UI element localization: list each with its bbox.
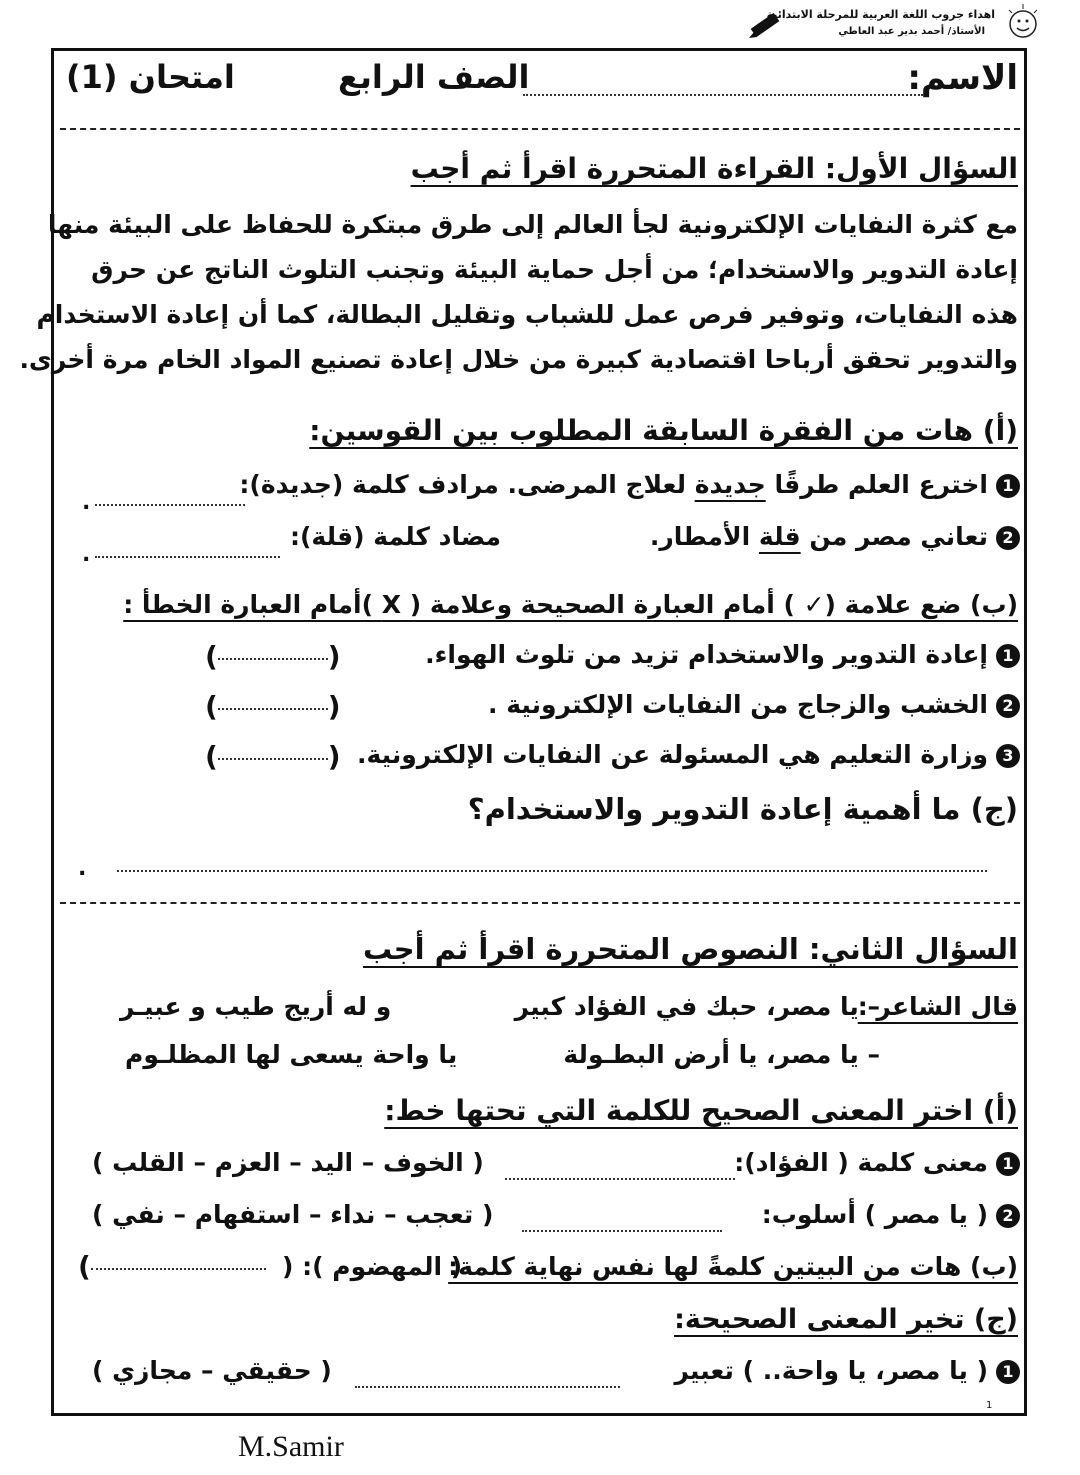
exam-label: امتحان (1) bbox=[66, 58, 235, 96]
divider-1 bbox=[60, 128, 1020, 130]
bullet-number: 1 bbox=[996, 1152, 1020, 1176]
dedication-line-1: اهداء جروب اللغة العربية للمرحلة الابتدائية bbox=[766, 8, 995, 21]
q2-a2-answer-field[interactable] bbox=[522, 1220, 722, 1239]
q2-a1-choices: ( الخوف – اليد – العزم – القلب ) bbox=[92, 1148, 484, 1177]
q1-b-item: 1إعادة التدوير والاستخدام تزيد من تلوث الهواء. bbox=[425, 640, 1020, 669]
q1-passage bbox=[19, 202, 1018, 382]
q1-a2-answer-field[interactable]: . bbox=[82, 542, 280, 567]
q1-a1-answer-field[interactable]: . bbox=[82, 490, 245, 515]
footer-signature: M.Samir bbox=[238, 1430, 344, 1463]
q2-title: السؤال الثاني: النصوص المتحررة اقرأ ثم أجب bbox=[363, 932, 1018, 966]
q2-a1-answer-field[interactable] bbox=[505, 1168, 735, 1187]
q1-b-item: 3وزارة التعليم هي المسئولة عن النفايات الإلكترونية. bbox=[357, 740, 1020, 769]
poet-label: قال الشاعر : bbox=[857, 992, 1018, 1021]
bullet-number: 1 bbox=[996, 1360, 1020, 1384]
q1-a1: 1اخترع العلم طرقًا جديدة لعلاج المرضى. مرادف كلمة (جديدة): bbox=[239, 470, 1020, 499]
passage-line: مع كثرة النفايات الإلكترونية لجأ العالم إلى طرق مبتكرة للحفاظ على البيئة منها bbox=[47, 210, 1018, 239]
q2-a2: 2( يا مصر ) أسلوب: bbox=[762, 1200, 1020, 1229]
q1-b-answer-field[interactable]: ( ) bbox=[205, 640, 341, 673]
q1-b-answer-field[interactable]: ( ) bbox=[205, 740, 341, 773]
page-number: 1 bbox=[986, 1400, 993, 1411]
q2-c1-answer-field[interactable] bbox=[355, 1376, 620, 1395]
q2-c1: 1( يا مصر، يا واحة.. ) تعبير bbox=[674, 1356, 1020, 1385]
q2-c1-choices: ( حقيقي – مجازي ) bbox=[92, 1356, 332, 1385]
verse-1-first-half: – يا مصر، حبك في الفؤاد كبير bbox=[514, 992, 880, 1021]
q1-b-item: 2الخشب والزجاج من النفايات الإلكترونية . bbox=[488, 690, 1020, 719]
header-logo bbox=[745, 2, 1045, 46]
q1-b-answer-field[interactable]: ( ) bbox=[205, 690, 341, 723]
verse-2-first-half: – يا مصر، يا أرض البطـولة bbox=[563, 1040, 880, 1069]
q2-a1: 1معنى كلمة ( الفؤاد): bbox=[734, 1148, 1020, 1177]
passage-line: والتدوير تحقق أرباحا اقتصادية كبيرة من خلال إعادة تصنيع المواد الخام مرة أخرى. bbox=[19, 345, 1018, 374]
dedication-line-2: الأستاذ/ أحمد بدير عبد العاطي bbox=[838, 26, 985, 37]
q2-a2-choices: ( تعجب – نداء – استفهام – نفي ) bbox=[92, 1200, 494, 1229]
verse-1-second-half: و له أريج طيب و عبيـر bbox=[120, 992, 392, 1021]
q2-a-title: (أ) اختر المعنى الصحيح للكلمة التي تحتها خط: bbox=[384, 1094, 1018, 1127]
q2-b-word: ( المهضوم ): ( bbox=[282, 1252, 463, 1281]
passage-line: هذه النفايات، وتوفير فرص عمل للشباب وتقليل البطالة، كما أن إعادة الاستخدام bbox=[36, 300, 1018, 329]
name-label: الاسم: bbox=[907, 58, 1018, 98]
q1-c-title: (ج) ما أهمية إعادة التدوير والاستخدام؟ bbox=[467, 792, 1018, 826]
verse-2-second-half: يا واحة يسعى لها المظلـوم bbox=[125, 1040, 458, 1069]
bullet-number: 1 bbox=[996, 644, 1020, 668]
q1-b-title: (ب) ضع علامة (✓ ) أمام العبارة الصحيحة وعلامة ( X )أمام العبارة الخطأ : bbox=[123, 590, 1018, 619]
smiley-icon bbox=[1001, 2, 1045, 46]
q2-c-title: (ج) تخير المعنى الصحيحة: bbox=[674, 1304, 1018, 1335]
bullet-number: 2 bbox=[996, 1204, 1020, 1228]
q2-b-title: (ب) هات من البيتين كلمةً لها نفس نهاية كلمة: bbox=[448, 1252, 1018, 1281]
grade-label: الصف الرابع bbox=[338, 58, 530, 96]
q1-a2: 2تعاني مصر من قلة الأمطار. bbox=[650, 522, 1020, 551]
q1-c-answer-field[interactable]: . bbox=[78, 856, 987, 881]
bullet-number: 1 bbox=[996, 474, 1020, 498]
q1-a2-task: مضاد كلمة (قلة): bbox=[290, 522, 501, 551]
q2-b-answer-field[interactable]: ( bbox=[78, 1250, 266, 1283]
divider-2 bbox=[60, 902, 1020, 904]
q1-a-title: (أ) هات من الفقرة السابقة المطلوب بين القوسين: bbox=[309, 414, 1018, 447]
passage-line: إعادة التدوير والاستخدام؛ من أجل حماية البيئة وتجنب التلوث الناتج عن حرق bbox=[91, 255, 1018, 284]
bullet-number: 2 bbox=[996, 694, 1020, 718]
bullet-number: 2 bbox=[996, 526, 1020, 550]
bullet-number: 3 bbox=[996, 744, 1020, 768]
q1-title: السؤال الأول: القراءة المتحررة اقرأ ثم أجب bbox=[410, 152, 1018, 185]
name-field[interactable] bbox=[523, 84, 923, 103]
